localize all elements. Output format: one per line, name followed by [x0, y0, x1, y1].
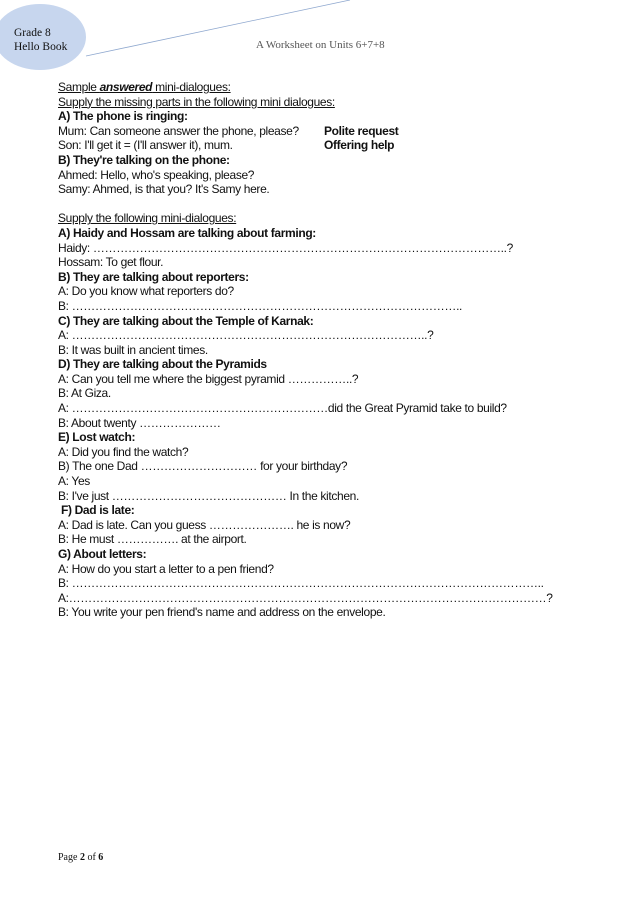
- sample-a-line2: Son: I'll get it = (I'll answer it), mum. Offering help: [58, 138, 395, 153]
- exercise-e-line1: A: Did you find the watch?: [58, 444, 189, 459]
- exercise-g-title: G) About letters:: [58, 547, 147, 561]
- exercise-a-line1: Haidy: ……………………………………………………………………………………………..?: [58, 240, 513, 255]
- sample-a-line1: Mum: Can someone answer the phone, please? Polite request: [58, 123, 399, 138]
- exercise-d-line3: A: …………………………………………………………did the Great Pyramid take to build?: [58, 401, 507, 416]
- sample-b-title: B) They're talking on the phone:: [58, 152, 230, 167]
- badge-book: Hello Book: [14, 41, 68, 53]
- exercise-e-title: E) Lost watch:: [58, 430, 136, 445]
- exercise-a-line2: Hossam: To get flour.: [58, 255, 164, 270]
- exercise-d-title: D) They are talking about the Pyramids: [58, 357, 267, 372]
- exercise-b-line2: B: ………………………………………………………………………………………..: [58, 298, 463, 313]
- exercise-c-line1: A: ………………………………………………………………………………..?: [58, 328, 434, 343]
- page-number: 2: [79, 852, 85, 863]
- header-swoosh: [0, 0, 638, 60]
- function-label: Offering help: [324, 138, 395, 153]
- exercise-b-line1: A: Do you know what reporters do?: [58, 284, 234, 299]
- exercise-c-line2: B: It was built in ancient times.: [58, 342, 208, 357]
- sample-instruction: Supply the missing parts in the following mini dialogues:: [58, 94, 335, 109]
- exercise-e-line2: B) The one Dad ………………………… for your birthday?: [58, 459, 348, 474]
- spacer: [58, 197, 518, 212]
- exercise-e-line3: A: Yes: [58, 474, 90, 489]
- exercise-instruction: Supply the following mini-dialogues:: [58, 211, 237, 226]
- exercise-d-line2: B: At Giza.: [58, 386, 111, 401]
- page-footer: Page 2 of 6: [58, 852, 104, 863]
- badge-grade: Grade 8: [14, 27, 51, 39]
- exercise-f-line1: A: Dad is late. Can you guess …………………. he is now?: [58, 517, 351, 532]
- badge-text: [14, 26, 67, 54]
- exercise-f-title: F) Dad is late:: [58, 503, 135, 518]
- exercise-g-line2: B: …………………………………………………………………………………………………………..: [58, 576, 544, 591]
- sample-b-line2: Samy: Ahmed, is that you? It's Samy here.: [58, 182, 270, 197]
- exercise-d-line1: A: Can you tell me where the biggest pyramid ……………..?: [58, 371, 359, 386]
- worksheet-body: [58, 80, 553, 620]
- sample-b-line1: Ahmed: Hello, who's speaking, please?: [58, 167, 255, 182]
- exercise-g-line3: A:……………………………………………………………………………………………………………?: [58, 590, 553, 605]
- sample-heading: Sample answered mini-dialogues:: [58, 80, 231, 94]
- function-label: Polite request: [324, 123, 399, 138]
- exercise-d-line4: B: About twenty …………………: [58, 415, 221, 430]
- exercise-b-title: B) They are talking about reporters:: [58, 269, 249, 284]
- sample-a-title: A) The phone is ringing:: [58, 109, 188, 124]
- worksheet-title: A Worksheet on Units 6+7+8: [256, 39, 385, 51]
- page-total: 6: [98, 852, 104, 863]
- exercise-a-title: A) Haidy and Hossam are talking about farming:: [58, 225, 316, 240]
- exercise-g-line1: A: How do you start a letter to a pen friend?: [58, 561, 274, 576]
- exercise-f-line2: B: He must ……………. at the airport.: [58, 532, 247, 547]
- exercise-e-line4: B: I've just ……………………………………… In the kitchen.: [58, 488, 359, 503]
- exercise-g-line4: B: You write your pen friend's name and address on the envelope.: [58, 605, 386, 620]
- exercise-c-title: C) They are talking about the Temple of Karnak:: [58, 313, 314, 328]
